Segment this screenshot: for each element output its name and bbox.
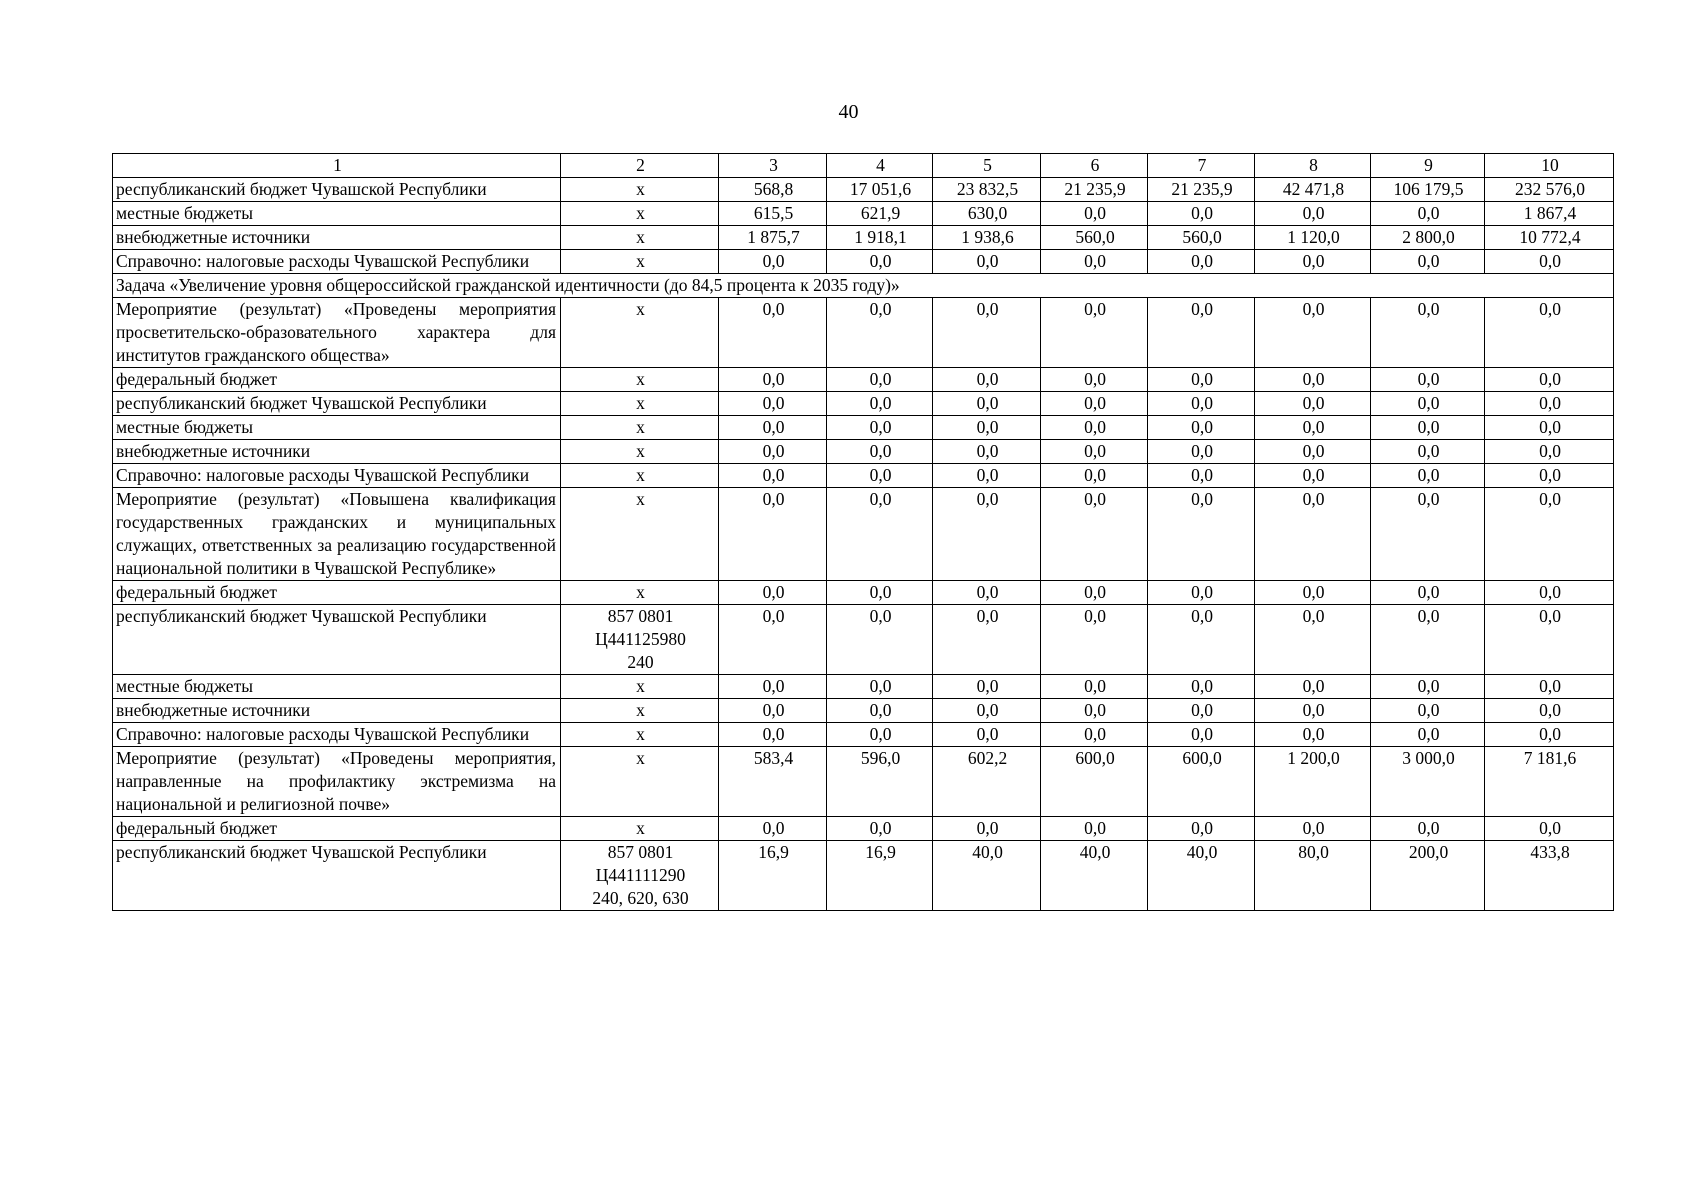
value-cell: 0,0 [933, 392, 1041, 416]
row-label: республиканский бюджет Чувашской Республики [113, 392, 561, 416]
budget-code: х [561, 675, 719, 699]
value-cell: 0,0 [1485, 723, 1614, 747]
value-cell: 0,0 [1041, 817, 1148, 841]
value-cell: 0,0 [827, 250, 933, 274]
column-number-7: 7 [1148, 154, 1255, 178]
value-cell: 0,0 [1041, 298, 1148, 368]
value-cell: 0,0 [827, 675, 933, 699]
value-cell: 0,0 [1148, 605, 1255, 675]
column-number-6: 6 [1041, 154, 1148, 178]
value-cell: 0,0 [719, 605, 827, 675]
value-cell: 0,0 [1148, 581, 1255, 605]
value-cell: 0,0 [1485, 250, 1614, 274]
budget-code: х [561, 464, 719, 488]
budget-code: х [561, 581, 719, 605]
budget-code: х [561, 416, 719, 440]
value-cell: 0,0 [1255, 699, 1371, 723]
value-cell: 0,0 [1485, 488, 1614, 581]
value-cell: 600,0 [1041, 747, 1148, 817]
value-cell: 433,8 [1485, 841, 1614, 911]
value-cell: 0,0 [827, 392, 933, 416]
column-number-5: 5 [933, 154, 1041, 178]
value-cell: 0,0 [827, 298, 933, 368]
value-cell: 0,0 [827, 488, 933, 581]
value-cell: 0,0 [1148, 488, 1255, 581]
value-cell: 0,0 [719, 723, 827, 747]
value-cell: 0,0 [1041, 464, 1148, 488]
value-cell: 0,0 [1148, 298, 1255, 368]
value-cell: 0,0 [1255, 250, 1371, 274]
value-cell: 2 800,0 [1371, 226, 1485, 250]
value-cell: 0,0 [827, 723, 933, 747]
value-cell: 0,0 [1148, 392, 1255, 416]
row-label: внебюджетные источники [113, 226, 561, 250]
value-cell: 0,0 [719, 298, 827, 368]
value-cell: 0,0 [1485, 368, 1614, 392]
table-row [113, 178, 1614, 202]
value-cell: 615,5 [719, 202, 827, 226]
value-cell: 0,0 [1255, 675, 1371, 699]
value-cell: 0,0 [1485, 675, 1614, 699]
value-cell: 0,0 [933, 699, 1041, 723]
budget-code: х [561, 250, 719, 274]
row-label: республиканский бюджет Чувашской Республики [113, 178, 561, 202]
value-cell: 0,0 [1148, 464, 1255, 488]
value-cell: 0,0 [1371, 250, 1485, 274]
value-cell: 0,0 [1041, 250, 1148, 274]
row-label: Мероприятие (результат) «Повышена квалификация государственных гражданских и муниципальных служащих, ответственных за реализацию государственной национальной политики в Чувашской Республике» [113, 488, 561, 581]
column-number-3: 3 [719, 154, 827, 178]
value-cell: 583,4 [719, 747, 827, 817]
value-cell: 0,0 [827, 464, 933, 488]
row-label: Справочно: налоговые расходы Чувашской Республики [113, 464, 561, 488]
value-cell: 0,0 [1041, 440, 1148, 464]
task-title: Задача «Увеличение уровня общероссийской гражданской идентичности (до 84,5 процента к 2035 году)» [113, 274, 1614, 298]
table-row [113, 250, 1614, 274]
value-cell: 0,0 [933, 817, 1041, 841]
budget-code: х [561, 723, 719, 747]
value-cell: 1 938,6 [933, 226, 1041, 250]
value-cell: 200,0 [1371, 841, 1485, 911]
table-row [113, 440, 1614, 464]
value-cell: 0,0 [1371, 464, 1485, 488]
value-cell: 0,0 [1255, 605, 1371, 675]
value-cell: 0,0 [1041, 392, 1148, 416]
budget-table [112, 153, 1614, 911]
value-cell: 0,0 [1041, 581, 1148, 605]
budget-code: х [561, 202, 719, 226]
value-cell: 0,0 [827, 368, 933, 392]
value-cell: 0,0 [933, 416, 1041, 440]
value-cell: 0,0 [1371, 416, 1485, 440]
value-cell: 1 200,0 [1255, 747, 1371, 817]
value-cell: 0,0 [1485, 581, 1614, 605]
value-cell: 0,0 [719, 250, 827, 274]
value-cell: 0,0 [933, 488, 1041, 581]
value-cell: 630,0 [933, 202, 1041, 226]
row-label: Мероприятие (результат) «Проведены мероприятия просветительско-образовательного характера для институтов гражданского общества» [113, 298, 561, 368]
value-cell: 17 051,6 [827, 178, 933, 202]
value-cell: 0,0 [719, 581, 827, 605]
budget-code: х [561, 817, 719, 841]
value-cell: 0,0 [827, 416, 933, 440]
value-cell: 0,0 [1148, 723, 1255, 747]
value-cell: 232 576,0 [1485, 178, 1614, 202]
value-cell: 0,0 [1148, 368, 1255, 392]
value-cell: 0,0 [1041, 723, 1148, 747]
column-number-1: 1 [113, 154, 561, 178]
row-label: республиканский бюджет Чувашской Республики [113, 605, 561, 675]
value-cell: 16,9 [719, 841, 827, 911]
budget-code: х [561, 392, 719, 416]
column-number-9: 9 [1371, 154, 1485, 178]
value-cell: 0,0 [1148, 202, 1255, 226]
value-cell: 0,0 [1371, 817, 1485, 841]
value-cell: 0,0 [1148, 675, 1255, 699]
value-cell: 10 772,4 [1485, 226, 1614, 250]
table-row [113, 605, 1614, 675]
value-cell: 0,0 [827, 817, 933, 841]
budget-code: х [561, 298, 719, 368]
value-cell: 0,0 [1485, 817, 1614, 841]
value-cell: 0,0 [1255, 581, 1371, 605]
value-cell: 0,0 [1148, 817, 1255, 841]
budget-code: 857 0801 Ц441125980 240 [561, 605, 719, 675]
value-cell: 106 179,5 [1371, 178, 1485, 202]
value-cell: 568,8 [719, 178, 827, 202]
value-cell: 596,0 [827, 747, 933, 817]
value-cell: 0,0 [719, 675, 827, 699]
value-cell: 0,0 [1485, 298, 1614, 368]
value-cell: 0,0 [719, 392, 827, 416]
value-cell: 602,2 [933, 747, 1041, 817]
value-cell: 0,0 [719, 817, 827, 841]
value-cell: 0,0 [1255, 817, 1371, 841]
row-label: федеральный бюджет [113, 817, 561, 841]
value-cell: 0,0 [1041, 202, 1148, 226]
budget-code: х [561, 368, 719, 392]
value-cell: 0,0 [719, 699, 827, 723]
budget-code: х [561, 488, 719, 581]
row-label: республиканский бюджет Чувашской Республики [113, 841, 561, 911]
value-cell: 0,0 [1255, 392, 1371, 416]
value-cell: 0,0 [1041, 416, 1148, 440]
value-cell: 0,0 [1255, 368, 1371, 392]
value-cell: 0,0 [1371, 605, 1485, 675]
value-cell: 560,0 [1041, 226, 1148, 250]
value-cell: 0,0 [1371, 298, 1485, 368]
table-row [113, 747, 1614, 817]
value-cell: 0,0 [1041, 368, 1148, 392]
value-cell: 0,0 [827, 581, 933, 605]
value-cell: 80,0 [1255, 841, 1371, 911]
row-label: Справочно: налоговые расходы Чувашской Республики [113, 723, 561, 747]
value-cell: 560,0 [1148, 226, 1255, 250]
value-cell: 42 471,8 [1255, 178, 1371, 202]
value-cell: 0,0 [719, 464, 827, 488]
value-cell: 23 832,5 [933, 178, 1041, 202]
budget-code: х [561, 226, 719, 250]
task-row [113, 274, 1614, 298]
budget-code: х [561, 747, 719, 817]
value-cell: 0,0 [1255, 202, 1371, 226]
value-cell: 0,0 [933, 723, 1041, 747]
column-number-row [113, 154, 1614, 178]
value-cell: 0,0 [1371, 440, 1485, 464]
value-cell: 0,0 [1148, 416, 1255, 440]
value-cell: 0,0 [1041, 605, 1148, 675]
row-label: местные бюджеты [113, 416, 561, 440]
value-cell: 0,0 [827, 440, 933, 464]
value-cell: 0,0 [1485, 440, 1614, 464]
value-cell: 0,0 [827, 605, 933, 675]
row-label: федеральный бюджет [113, 368, 561, 392]
value-cell: 0,0 [1148, 440, 1255, 464]
value-cell: 1 120,0 [1255, 226, 1371, 250]
value-cell: 0,0 [1148, 699, 1255, 723]
value-cell: 0,0 [933, 464, 1041, 488]
value-cell: 600,0 [1148, 747, 1255, 817]
value-cell: 0,0 [1371, 675, 1485, 699]
value-cell: 0,0 [1255, 440, 1371, 464]
row-label: местные бюджеты [113, 202, 561, 226]
value-cell: 0,0 [1371, 202, 1485, 226]
table-row [113, 699, 1614, 723]
column-number-4: 4 [827, 154, 933, 178]
budget-code: х [561, 178, 719, 202]
value-cell: 0,0 [1371, 488, 1485, 581]
value-cell: 0,0 [1148, 250, 1255, 274]
value-cell: 1 918,1 [827, 226, 933, 250]
table-row [113, 298, 1614, 368]
value-cell: 0,0 [933, 605, 1041, 675]
column-number-10: 10 [1485, 154, 1614, 178]
value-cell: 0,0 [719, 416, 827, 440]
row-label: внебюджетные источники [113, 699, 561, 723]
value-cell: 0,0 [1371, 723, 1485, 747]
table-row [113, 368, 1614, 392]
table-row [113, 226, 1614, 250]
value-cell: 0,0 [933, 250, 1041, 274]
table-row [113, 392, 1614, 416]
budget-code: х [561, 699, 719, 723]
value-cell: 0,0 [1255, 723, 1371, 747]
value-cell: 0,0 [933, 368, 1041, 392]
row-label: федеральный бюджет [113, 581, 561, 605]
table-row [113, 488, 1614, 581]
row-label: Справочно: налоговые расходы Чувашской Республики [113, 250, 561, 274]
value-cell: 0,0 [1041, 699, 1148, 723]
value-cell: 621,9 [827, 202, 933, 226]
table-row [113, 581, 1614, 605]
value-cell: 0,0 [1041, 488, 1148, 581]
value-cell: 16,9 [827, 841, 933, 911]
value-cell: 0,0 [1041, 675, 1148, 699]
value-cell: 1 875,7 [719, 226, 827, 250]
value-cell: 0,0 [1371, 699, 1485, 723]
value-cell: 7 181,6 [1485, 747, 1614, 817]
value-cell: 0,0 [1371, 581, 1485, 605]
value-cell: 0,0 [1255, 488, 1371, 581]
value-cell: 0,0 [1485, 605, 1614, 675]
value-cell: 0,0 [719, 488, 827, 581]
budget-code: х [561, 440, 719, 464]
value-cell: 0,0 [1485, 416, 1614, 440]
value-cell: 0,0 [933, 675, 1041, 699]
value-cell: 0,0 [1485, 699, 1614, 723]
table-row [113, 416, 1614, 440]
table-row [113, 841, 1614, 911]
column-number-2: 2 [561, 154, 719, 178]
value-cell: 0,0 [1485, 464, 1614, 488]
row-label: внебюджетные источники [113, 440, 561, 464]
value-cell: 0,0 [827, 699, 933, 723]
value-cell: 0,0 [933, 440, 1041, 464]
value-cell: 0,0 [1485, 392, 1614, 416]
value-cell: 0,0 [933, 581, 1041, 605]
table-row [113, 723, 1614, 747]
value-cell: 0,0 [1255, 298, 1371, 368]
value-cell: 1 867,4 [1485, 202, 1614, 226]
value-cell: 0,0 [719, 368, 827, 392]
budget-code: 857 0801 Ц441111290 240, 620, 630 [561, 841, 719, 911]
value-cell: 0,0 [1255, 464, 1371, 488]
row-label: местные бюджеты [113, 675, 561, 699]
table-row [113, 202, 1614, 226]
value-cell: 21 235,9 [1148, 178, 1255, 202]
value-cell: 0,0 [933, 298, 1041, 368]
value-cell: 40,0 [933, 841, 1041, 911]
value-cell: 0,0 [1371, 368, 1485, 392]
value-cell: 40,0 [1041, 841, 1148, 911]
value-cell: 0,0 [719, 440, 827, 464]
value-cell: 0,0 [1371, 392, 1485, 416]
value-cell: 21 235,9 [1041, 178, 1148, 202]
table-row [113, 675, 1614, 699]
table-row [113, 464, 1614, 488]
page-number: 40 [838, 101, 859, 123]
table-row [113, 817, 1614, 841]
value-cell: 0,0 [1255, 416, 1371, 440]
value-cell: 40,0 [1148, 841, 1255, 911]
column-number-8: 8 [1255, 154, 1371, 178]
value-cell: 3 000,0 [1371, 747, 1485, 817]
row-label: Мероприятие (результат) «Проведены мероприятия, направленные на профилактику экстремизма на национальной и религиозной почве» [113, 747, 561, 817]
